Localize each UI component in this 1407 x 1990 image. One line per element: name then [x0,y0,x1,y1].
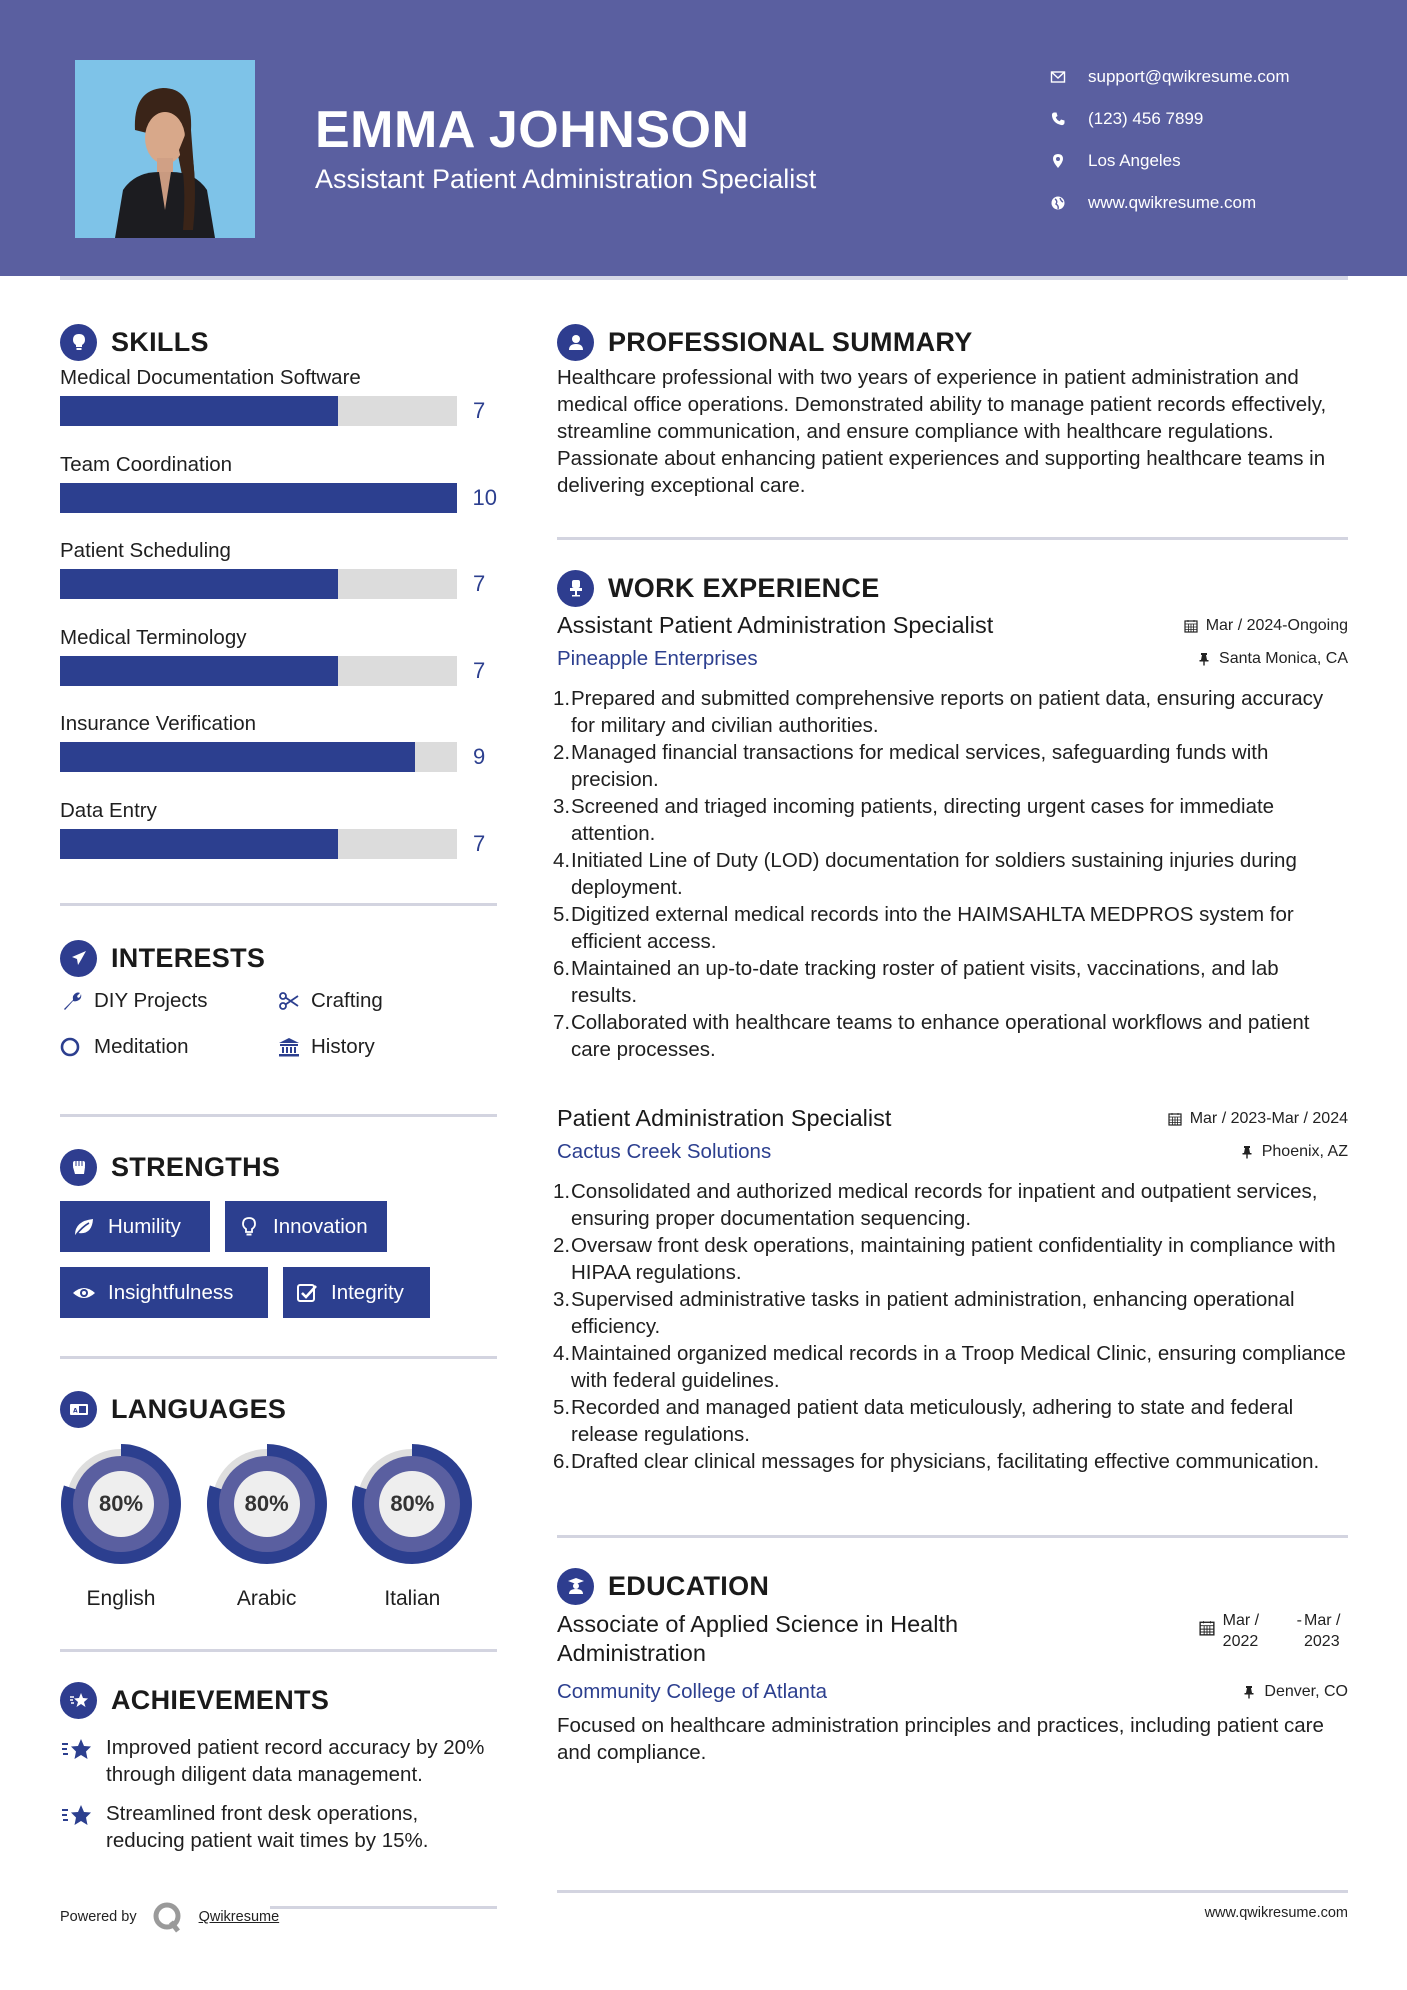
office-chair-icon [557,570,594,607]
education-dates [1199,1610,1348,1652]
language-name: Italian [384,1587,441,1610]
section-divider [557,1535,1348,1538]
strength-label: Innovation [273,1214,368,1238]
leaf-icon [72,1215,96,1239]
job-location [1240,1143,1348,1161]
strengths-list [60,1201,497,1318]
skill-item [60,620,497,707]
strengths-heading [60,1145,497,1189]
summary-text: Healthcare professional with two years of experience in patient administration and medical office operations. Demonstrated ability to manage patient records effectively, streamline communication, and ensure compliance with healthcare regulations. Passionate about enhancing patient experiences and supporting healthcare teams in delivering exceptional care. [557,366,1327,497]
pushpin-icon [1197,652,1211,666]
job-bullet: 2. Managed financial transactions for medical services, safeguarding funds with precision. [553,741,1269,791]
job-bullet: 1. Consolidated and authorized medical records for inpatient and outpatient services, ensuring proper documentation sequencing. [553,1180,1318,1230]
skill-value: 7 [473,830,486,856]
strength-chip [60,1201,210,1252]
language-donut [60,1443,182,1565]
section-divider [60,1356,497,1359]
school-name: Community College of Atlanta [557,1680,828,1703]
contact-email[interactable] [1050,56,1290,98]
contact-location [1050,140,1290,182]
section-divider [60,1649,497,1652]
job-bullet: 4. Initiated Line of Duty (LOD) documentation for soldiers sustaining injuries during deployment. [553,849,1297,899]
skill-bar [60,742,457,772]
language-item [206,1443,352,1611]
summary-heading [557,320,1348,364]
job-bullet: 2. Oversaw front desk operations, maintaining patient confidentiality in compliance with HIPAA regulations. [553,1234,1336,1284]
education-location-text: Denver, CO [1264,1683,1348,1700]
contact-website[interactable] [1050,182,1290,224]
skill-item [60,533,497,620]
skill-bar-fill [60,483,457,513]
job-entry [553,1105,1348,1475]
skill-bar [60,396,457,426]
education-heading [557,1564,1348,1608]
lightbulb-icon [60,324,97,361]
header-divider [60,276,1348,280]
interest-item [60,984,277,1018]
qwikresume-link[interactable]: Qwikresume [198,1909,280,1925]
education-title: EDUCATION [608,1570,770,1601]
skills-title: SKILLS [111,326,209,357]
education-end: Mar / 2023 [1304,1612,1341,1650]
contact-phone[interactable] [1050,98,1290,140]
skill-bar [60,569,457,599]
language-name: Arabic [236,1587,297,1610]
left-column [60,320,497,1854]
skill-bar-fill [60,656,338,686]
job-bullet: 3. Supervised administrative tasks in patient administration, enhancing operational efficiency. [553,1288,1295,1338]
job-bullet: 4. Maintained organized medical records in a Troop Medical Clinic, ensuring compliance with federal guidelines. [553,1342,1346,1392]
skill-label: Insurance Verification [60,712,257,735]
education-section [557,1564,1348,1766]
job-dates [1168,1110,1348,1128]
star-icon [60,1802,94,1830]
skill-value: 9 [473,744,486,769]
skill-bar [60,483,457,513]
languages-heading [60,1387,497,1431]
contact-website-text: www.qwikresume.com [1088,193,1257,212]
wrench-icon [60,989,84,1013]
powered-by-label: Powered by [60,1909,137,1925]
calendar-icon [1168,1112,1182,1126]
skill-item [60,360,497,447]
language-percent: 80% [98,1491,144,1516]
fist-icon [60,1149,97,1186]
section-divider [60,903,497,906]
language-donut [351,1443,473,1565]
user-icon [557,324,594,361]
globe-icon [1050,195,1088,211]
languages-list [60,1443,497,1611]
map-pin-icon [1050,153,1088,169]
skill-bar-fill [60,829,338,859]
skill-bar-fill [60,396,338,426]
right-column [553,320,1348,1766]
achievement-text: Improved patient record accuracy by 20% through diligent data management. [106,1736,485,1786]
candidate-title: Assistant Patient Administration Specialist [315,164,817,194]
job-dates-text: Mar / 2024-Ongoing [1205,616,1348,634]
language-percent: 80% [390,1491,435,1516]
pushpin-icon [1242,1685,1256,1699]
graduate-icon [557,1568,594,1605]
language-percent: 80% [244,1491,289,1516]
job-title: Patient Administration Specialist [557,1105,892,1131]
job-bullet: 7. Collaborated with healthcare teams to enhance operational workflows and patient care processes. [553,1011,1310,1061]
interest-label: History [311,1035,375,1058]
scissors-icon [277,989,301,1013]
skill-label: Medical Documentation Software [60,366,361,389]
skill-label: Patient Scheduling [60,539,231,562]
contact-location-text: Los Angeles [1088,151,1181,170]
job-dates-text: Mar / 2023-Mar / 2024 [1189,1109,1348,1127]
skill-label: Medical Terminology [60,625,247,649]
candidate-name: EMMA JOHNSON [315,101,750,159]
job-bullets [553,685,1348,1063]
job-bullet: 1. Prepared and submitted comprehensive reports on patient data, ensuring accuracy for military and civilian authorities. [553,687,1324,737]
skills-heading [60,320,497,364]
job-bullet: 5. Recorded and managed patient data meticulously, adhering to state and federal release regulations. [553,1396,1294,1446]
strength-chip [225,1201,387,1252]
achievements-title: ACHIEVEMENTS [111,1684,330,1715]
education-start: Mar / 2022 [1222,1612,1260,1650]
language-name: English [86,1587,156,1610]
achievement-item [60,1800,497,1854]
company-name: Pineapple Enterprises [557,647,758,670]
job-bullet: 5. Digitized external medical records into the HAIMSAHLTA MEDPROS system for efficient access. [553,903,1294,953]
header-banner [0,0,1407,276]
job-bullet: 6. Maintained an up-to-date tracking roster of patient visits, vaccinations, and lab results. [553,957,1279,1007]
section-divider [60,1114,497,1117]
interest-item [277,1030,477,1064]
interests-heading [60,936,497,980]
achievements-heading [60,1678,497,1722]
education-date-separator: - [1296,1612,1302,1629]
skill-item [60,447,497,534]
translate-icon [60,1391,97,1428]
interest-label: Meditation [94,1035,189,1058]
skill-bar [60,829,457,859]
achievement-item [60,1734,497,1788]
footer-website-link[interactable]: www.qwikresume.com [1204,1905,1348,1921]
language-item [351,1443,497,1611]
job-location-text: Santa Monica, CA [1219,650,1348,667]
language-donut [206,1443,328,1565]
star-icon [60,1736,94,1764]
strength-label: Integrity [331,1280,404,1304]
qwikresume-logo-icon [151,1900,185,1934]
powered-by [60,1900,497,1934]
job-bullets [553,1178,1348,1475]
skill-value: 10 [472,484,497,510]
achievement-text: Streamlined front desk operations, reducing patient wait times by 15%. [106,1802,429,1852]
contact-phone-text: (123) 456 7899 [1088,109,1204,128]
job-location [1197,650,1348,668]
skill-bar-fill [60,742,415,772]
strengths-section [60,1145,497,1318]
interests-list [60,984,497,1064]
calendar-icon [1184,619,1198,633]
skill-value: 7 [473,571,486,596]
job-bullet: 3. Screened and triaged incoming patients, directing urgent cases for immediate attention. [553,795,1275,845]
experience-title: WORK EXPERIENCE [608,572,880,603]
interest-item [277,984,477,1018]
phone-icon [1050,111,1088,127]
strength-chip [60,1267,268,1318]
company-name: Cactus Creek Solutions [557,1140,772,1163]
skills-section [60,320,497,879]
achievements-section [60,1678,497,1854]
summary-title: PROFESSIONAL SUMMARY [608,326,973,357]
contact-email-text: support@qwikresume.com [1088,67,1290,86]
language-item [60,1443,206,1611]
skill-bar [60,656,457,686]
pushpin-icon [1240,1145,1254,1159]
lightbulb-icon [237,1215,261,1239]
portrait-image [75,60,255,238]
skill-value: 7 [473,398,486,423]
interest-label: DIY Projects [94,989,208,1012]
section-divider [557,537,1348,540]
skill-bar-fill [60,569,338,599]
strength-chip [283,1267,430,1318]
job-title: Assistant Patient Administration Specialist [557,612,994,638]
interest-label: Crafting [311,989,383,1012]
circle-icon [60,1035,84,1059]
job-dates [1184,617,1348,635]
education-location [1242,1683,1348,1701]
job-entry [553,612,1348,1063]
experience-heading [557,566,1348,610]
interest-item [60,1030,277,1064]
languages-title: LANGUAGES [111,1393,287,1424]
experience-section [553,566,1348,1475]
job-location-text: Phoenix, AZ [1261,1143,1348,1160]
interests-section [60,936,497,1064]
skill-item [60,793,497,880]
profile-photo [75,60,255,238]
paper-plane-icon [60,940,97,977]
svg-text:A: A [72,1407,78,1415]
museum-icon [277,1035,301,1059]
calendar-icon [1199,1620,1215,1636]
degree-title: Associate of Applied Science in Health Administration [557,1611,959,1666]
strength-label: Humility [108,1214,181,1238]
skill-value: 7 [473,657,486,683]
envelope-icon [1050,69,1088,85]
education-description: Focused on healthcare administration principles and practices, including patient care and compliance. [557,1714,1324,1764]
contact-list [1050,56,1290,224]
skill-item [60,706,497,793]
languages-section [60,1387,497,1611]
job-bullet: 6. Drafted clear clinical messages for physicians, facilitating effective communication. [553,1450,1320,1473]
skill-label: Data Entry [60,798,157,822]
footer-divider-right [557,1890,1348,1893]
summary-section [557,320,1348,499]
checkbox-icon [295,1281,319,1305]
star-badge-icon [60,1682,97,1719]
interests-title: INTERESTS [111,942,266,973]
strength-label: Insightfulness [108,1280,234,1304]
strengths-title: STRENGTHS [111,1151,281,1182]
eye-icon [72,1281,96,1305]
skill-label: Team Coordination [60,452,233,476]
